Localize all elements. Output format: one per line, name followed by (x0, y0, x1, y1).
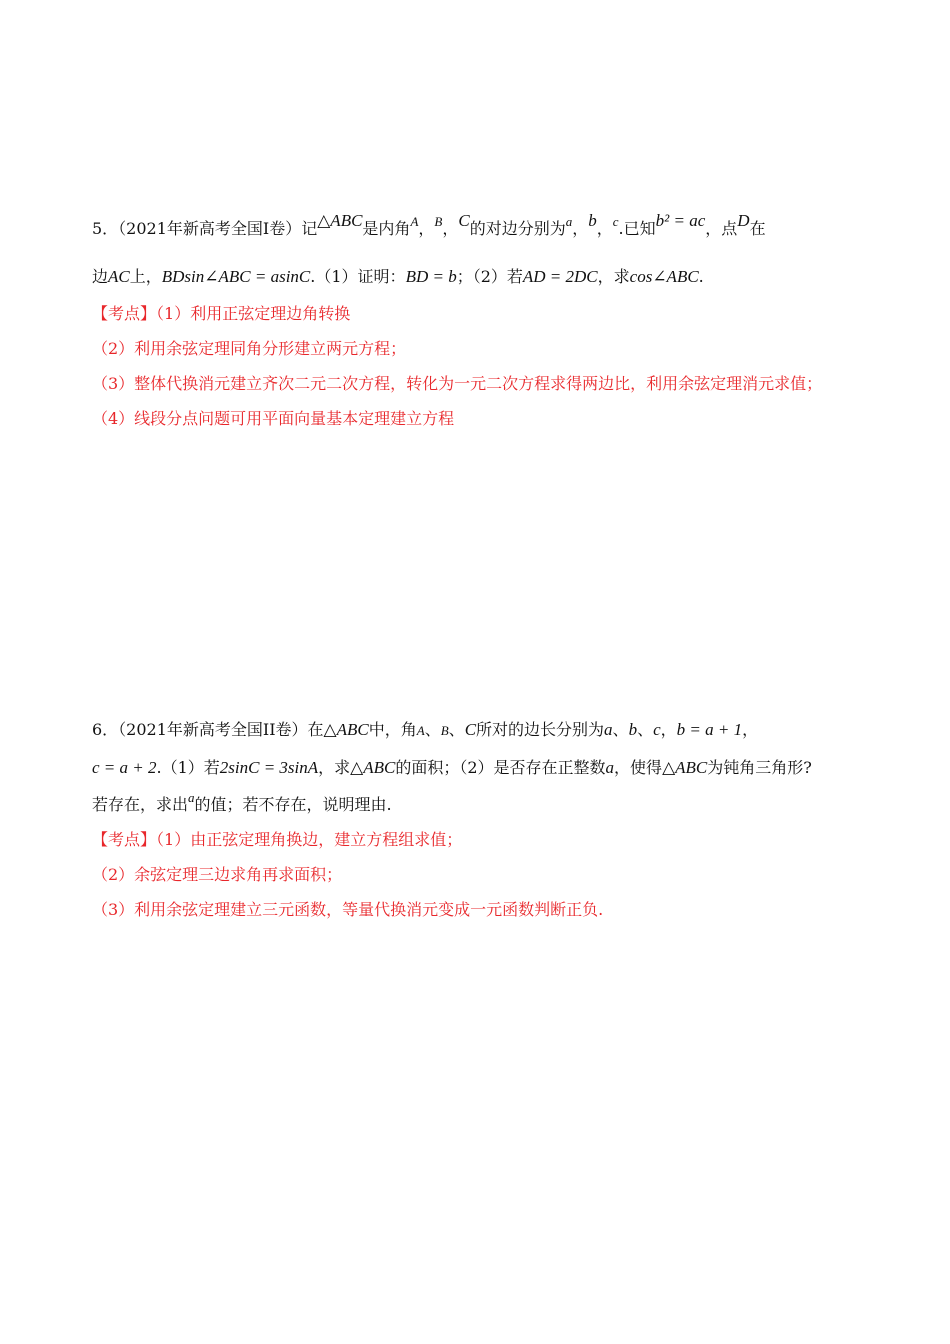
problem-6-kaodian-1 (92, 829, 890, 851)
side-a: a (604, 720, 613, 739)
text-segment: 所对的边长分别为 (476, 720, 605, 739)
given-condition: b² = ac (655, 211, 706, 230)
text-segment: .（1）证明： (310, 267, 406, 286)
text-segment: 的面积；（2）是否存在正整数 (395, 758, 606, 777)
text-segment: ，点 (705, 219, 738, 238)
separator: ， (418, 219, 435, 238)
separator: 、 (612, 720, 629, 739)
separator: ， (572, 219, 589, 238)
text-segment: .（1）若 (156, 758, 220, 777)
angle-c: C (458, 211, 470, 230)
problem-5-header: 5．（2021年新高考全国I卷）记 (92, 219, 318, 238)
triangle-abc: △ABC (350, 758, 396, 777)
side-a: a (605, 758, 615, 777)
kaodian-item: （1）利用正弦定理边角转换 (156, 304, 351, 323)
kaodian-item: （3）利用余弦定理建立三元函数，等量代换消元变成一元函数判断正负. (92, 900, 604, 919)
problem-6-statement-line-3 (92, 790, 890, 817)
separator: 、 (424, 720, 441, 739)
triangle-abc: △ABC (317, 211, 363, 230)
triangle-abc: △ABC (662, 758, 708, 777)
kaodian-item: （2）余弦定理三边求角再求面积； (92, 865, 343, 884)
text-segment: 上， (129, 267, 162, 286)
kaodian-label: 【考点】 (92, 830, 157, 849)
text-segment: 的对边分别为 (469, 219, 566, 238)
problem-5-statement-line-2 (92, 266, 890, 288)
segment-ac: AC (108, 267, 130, 286)
text-segment: 为钝角三角形? (707, 758, 812, 777)
separator: ， (596, 219, 613, 238)
side-b: b (628, 720, 638, 739)
problem-6-statement-line-1 (92, 719, 890, 742)
problem-5-kaodian-4 (92, 408, 890, 430)
text-segment: .已知 (618, 219, 656, 238)
text-segment: 中，角 (368, 720, 417, 739)
problem-5-kaodian-1 (92, 303, 890, 325)
text-segment: ；（2）若 (456, 267, 523, 286)
text-segment: 若存在，求出 (92, 795, 189, 814)
problem-6-kaodian-3 (92, 899, 890, 921)
condition-c: c = a + 2 (92, 758, 157, 777)
problem-6-kaodian-2 (92, 864, 890, 886)
equation-sin: 2sinC = 3sinA (219, 758, 319, 777)
side-b: b (588, 211, 597, 230)
equation-bd-sin: BDsin∠ABC = asinC (161, 267, 311, 286)
angle-b: B (434, 214, 443, 229)
problem-6-statement-line-2 (92, 757, 890, 779)
kaodian-item: （3）整体代换消元建立齐次二元二次方程，转化为一元二次方程求得两边比，利用余弦定理消元求值； (92, 374, 823, 393)
problem-6-header: 6．（2021年新高考全国II卷）在 (92, 720, 324, 739)
text-segment: 的值；若不存在，说明理由. (194, 795, 392, 814)
kaodian-item: （2）利用余弦定理同角分形建立两元方程； (92, 339, 407, 358)
text-segment: 是内角 (362, 219, 411, 238)
triangle-abc: △ABC (323, 720, 369, 739)
kaodian-item: （1）由正弦定理角换边，建立方程组求值； (156, 830, 463, 849)
problem-5-kaodian-2 (92, 338, 890, 360)
equation-ad-dc: AD = 2DC (522, 267, 598, 286)
side-a: a (188, 790, 195, 805)
text-segment: ，使得 (614, 758, 663, 777)
side-c: c (612, 214, 619, 229)
text-segment: 边 (92, 267, 109, 286)
kaodian-item: （4）线段分点问题可用平面向量基本定理建立方程 (92, 409, 455, 428)
text-segment: ，求 (597, 267, 630, 286)
text-segment: ， (742, 720, 759, 739)
side-c: c (653, 720, 661, 739)
text-segment: 在 (749, 219, 766, 238)
separator: 、 (637, 720, 654, 739)
problem-5-kaodian-3 (92, 373, 890, 395)
angle-a: A (416, 723, 425, 738)
text-segment: ， (660, 720, 677, 739)
target-cos-abc: cos∠ABC (629, 267, 699, 286)
problem-5-statement-line-1 (92, 211, 890, 241)
point-d: D (737, 211, 750, 230)
condition-b: b = a + 1 (676, 720, 743, 739)
angle-a: A (410, 214, 419, 229)
kaodian-label: 【考点】 (92, 304, 157, 323)
text-segment: ，求 (318, 758, 351, 777)
angle-c: C (464, 720, 477, 739)
separator: 、 (448, 720, 465, 739)
angle-b: B (440, 723, 449, 738)
text-segment: . (698, 267, 704, 286)
separator: ， (442, 219, 459, 238)
equation-bd-b: BD = b (405, 267, 457, 286)
side-a: a (565, 214, 573, 229)
